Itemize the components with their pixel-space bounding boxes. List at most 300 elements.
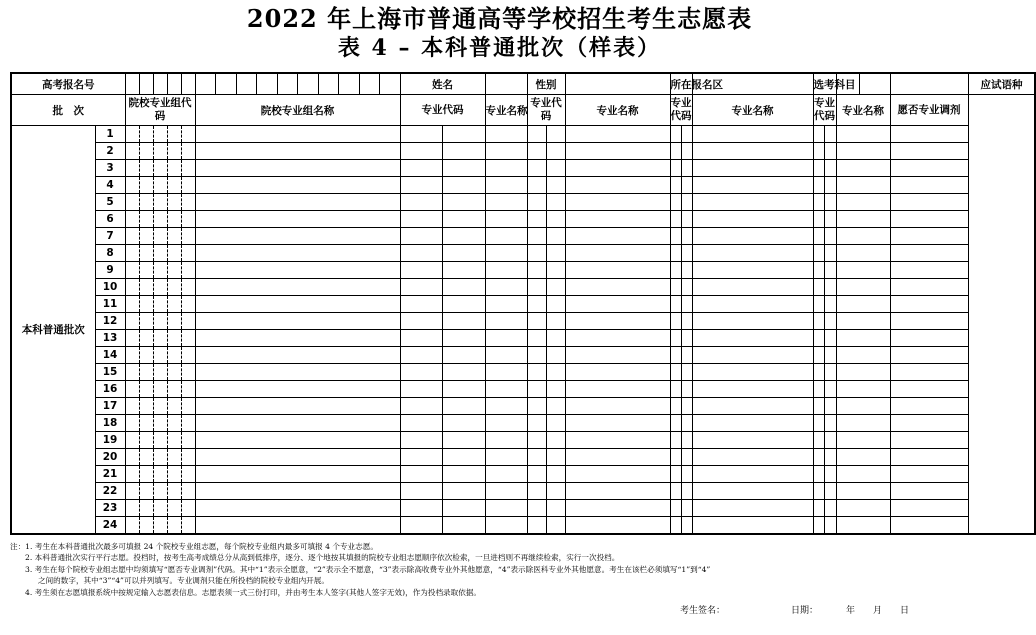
major-name-cell-2[interactable] [565, 415, 670, 432]
group-code-cell[interactable] [153, 432, 167, 449]
major-name-cell-1[interactable] [485, 245, 527, 262]
major-name-cell-3[interactable] [692, 500, 813, 517]
major-code-cell-1[interactable] [400, 228, 485, 245]
major-name-cell-3[interactable] [692, 364, 813, 381]
major-name-cell-4[interactable] [836, 466, 890, 483]
major-code-cell-4[interactable] [813, 228, 836, 245]
adjust-cell[interactable] [890, 381, 968, 398]
group-code-cell[interactable] [167, 245, 181, 262]
major-name-cell-1[interactable] [485, 160, 527, 177]
major-name-cell-2[interactable] [565, 194, 670, 211]
major-name-cell-1[interactable] [485, 347, 527, 364]
group-code-cell[interactable] [125, 126, 139, 143]
group-code-cell[interactable] [139, 364, 153, 381]
major-name-cell-3[interactable] [692, 143, 813, 160]
adjust-cell[interactable] [890, 296, 968, 313]
major-name-cell-1[interactable] [485, 194, 527, 211]
group-code-cell[interactable] [139, 262, 153, 279]
group-code-cell[interactable] [139, 194, 153, 211]
group-name-cell[interactable] [195, 449, 400, 466]
major-code-cell-3[interactable] [670, 364, 692, 381]
group-code-cell[interactable] [139, 415, 153, 432]
major-name-cell-2[interactable] [565, 245, 670, 262]
group-code-cell[interactable] [181, 347, 195, 364]
adjust-cell[interactable] [890, 347, 968, 364]
major-name-cell-4[interactable] [836, 432, 890, 449]
major-name-cell-2[interactable] [565, 313, 670, 330]
major-code-cell-2[interactable] [527, 211, 565, 228]
major-code-cell-3[interactable] [670, 160, 692, 177]
adjust-cell[interactable] [890, 466, 968, 483]
major-code-cell-4[interactable] [813, 415, 836, 432]
major-name-cell-1[interactable] [485, 211, 527, 228]
major-name-cell-2[interactable] [565, 483, 670, 500]
group-code-cell[interactable] [125, 381, 139, 398]
major-code-cell-3[interactable] [670, 262, 692, 279]
subject-field-2[interactable] [859, 73, 890, 95]
group-code-cell[interactable] [167, 398, 181, 415]
major-code-cell-4[interactable] [813, 500, 836, 517]
group-code-cell[interactable] [181, 211, 195, 228]
adjust-cell[interactable] [890, 143, 968, 160]
group-code-cell[interactable] [181, 126, 195, 143]
major-name-cell-4[interactable] [836, 381, 890, 398]
major-code-cell-3[interactable] [670, 483, 692, 500]
group-name-cell[interactable] [195, 143, 400, 160]
group-code-cell[interactable] [125, 466, 139, 483]
major-code-cell-4[interactable] [813, 517, 836, 535]
major-name-cell-2[interactable] [565, 381, 670, 398]
group-code-cell[interactable] [181, 262, 195, 279]
adjust-cell[interactable] [890, 126, 968, 143]
major-code-cell-2[interactable] [527, 415, 565, 432]
major-name-cell-3[interactable] [692, 245, 813, 262]
major-code-cell-4[interactable] [813, 398, 836, 415]
major-name-cell-4[interactable] [836, 364, 890, 381]
major-code-cell-4[interactable] [813, 194, 836, 211]
group-name-cell[interactable] [195, 381, 400, 398]
group-code-cell[interactable] [139, 228, 153, 245]
group-code-cell[interactable] [167, 279, 181, 296]
major-code-cell-4[interactable] [813, 483, 836, 500]
group-code-cell[interactable] [181, 160, 195, 177]
adjust-cell[interactable] [890, 177, 968, 194]
group-code-cell[interactable] [125, 398, 139, 415]
major-code-cell-3[interactable] [670, 330, 692, 347]
major-name-cell-3[interactable] [692, 398, 813, 415]
major-code-cell-3[interactable] [670, 177, 692, 194]
major-name-cell-3[interactable] [692, 449, 813, 466]
exam-number-cell[interactable] [139, 73, 153, 95]
major-code-cell-1[interactable] [400, 415, 485, 432]
group-code-cell[interactable] [125, 228, 139, 245]
group-code-cell[interactable] [167, 211, 181, 228]
group-name-cell[interactable] [195, 262, 400, 279]
major-name-cell-4[interactable] [836, 330, 890, 347]
major-code-cell-1[interactable] [400, 313, 485, 330]
major-code-cell-2[interactable] [527, 143, 565, 160]
group-code-cell[interactable] [167, 466, 181, 483]
major-code-cell-3[interactable] [670, 347, 692, 364]
adjust-cell[interactable] [890, 262, 968, 279]
group-code-cell[interactable] [181, 228, 195, 245]
major-name-cell-4[interactable] [836, 398, 890, 415]
group-code-cell[interactable] [167, 330, 181, 347]
major-name-cell-2[interactable] [565, 177, 670, 194]
major-code-cell-4[interactable] [813, 364, 836, 381]
adjust-cell[interactable] [890, 398, 968, 415]
group-code-cell[interactable] [153, 211, 167, 228]
group-code-cell[interactable] [125, 143, 139, 160]
group-code-cell[interactable] [125, 296, 139, 313]
major-name-cell-4[interactable] [836, 211, 890, 228]
major-name-cell-2[interactable] [565, 398, 670, 415]
group-code-cell[interactable] [181, 279, 195, 296]
group-code-cell[interactable] [125, 177, 139, 194]
major-name-cell-3[interactable] [692, 160, 813, 177]
group-code-cell[interactable] [139, 483, 153, 500]
major-name-cell-1[interactable] [485, 500, 527, 517]
major-name-cell-3[interactable] [692, 466, 813, 483]
major-name-cell-3[interactable] [692, 228, 813, 245]
group-code-cell[interactable] [167, 143, 181, 160]
adjust-cell[interactable] [890, 228, 968, 245]
group-code-cell[interactable] [181, 449, 195, 466]
major-name-cell-3[interactable] [692, 211, 813, 228]
group-code-cell[interactable] [181, 296, 195, 313]
group-code-cell[interactable] [167, 381, 181, 398]
group-name-cell[interactable] [195, 228, 400, 245]
major-name-cell-1[interactable] [485, 126, 527, 143]
major-code-cell-3[interactable] [670, 500, 692, 517]
exam-number-cells[interactable] [195, 73, 400, 95]
major-name-cell-4[interactable] [836, 313, 890, 330]
major-code-cell-4[interactable] [813, 381, 836, 398]
adjust-cell[interactable] [890, 279, 968, 296]
group-name-cell[interactable] [195, 330, 400, 347]
major-code-cell-3[interactable] [670, 279, 692, 296]
name-field[interactable] [485, 73, 527, 95]
major-name-cell-3[interactable] [692, 483, 813, 500]
group-code-cell[interactable] [139, 245, 153, 262]
group-code-cell[interactable] [181, 313, 195, 330]
group-code-cell[interactable] [153, 160, 167, 177]
group-code-cell[interactable] [153, 449, 167, 466]
group-code-cell[interactable] [153, 500, 167, 517]
major-code-cell-3[interactable] [670, 415, 692, 432]
major-code-cell-4[interactable] [813, 432, 836, 449]
major-name-cell-1[interactable] [485, 517, 527, 535]
group-name-cell[interactable] [195, 279, 400, 296]
major-name-cell-2[interactable] [565, 160, 670, 177]
major-name-cell-1[interactable] [485, 143, 527, 160]
major-name-cell-3[interactable] [692, 313, 813, 330]
major-name-cell-3[interactable] [692, 194, 813, 211]
major-code-cell-4[interactable] [813, 347, 836, 364]
group-code-cell[interactable] [139, 143, 153, 160]
group-code-cell[interactable] [153, 245, 167, 262]
major-code-cell-4[interactable] [813, 262, 836, 279]
major-name-cell-4[interactable] [836, 177, 890, 194]
major-code-cell-4[interactable] [813, 296, 836, 313]
group-code-cell[interactable] [139, 296, 153, 313]
group-code-cell[interactable] [181, 330, 195, 347]
major-name-cell-3[interactable] [692, 517, 813, 535]
group-code-cell[interactable] [125, 415, 139, 432]
group-code-cell[interactable] [139, 432, 153, 449]
major-name-cell-2[interactable] [565, 296, 670, 313]
major-code-cell-3[interactable] [670, 228, 692, 245]
major-code-cell-2[interactable] [527, 296, 565, 313]
major-code-cell-1[interactable] [400, 279, 485, 296]
major-name-cell-2[interactable] [565, 211, 670, 228]
group-name-cell[interactable] [195, 160, 400, 177]
group-code-cell[interactable] [153, 279, 167, 296]
major-code-cell-4[interactable] [813, 211, 836, 228]
group-code-cell[interactable] [181, 381, 195, 398]
group-name-cell[interactable] [195, 415, 400, 432]
major-name-cell-1[interactable] [485, 313, 527, 330]
major-code-cell-2[interactable] [527, 279, 565, 296]
major-name-cell-2[interactable] [565, 347, 670, 364]
major-name-cell-2[interactable] [565, 466, 670, 483]
group-code-cell[interactable] [167, 313, 181, 330]
major-name-cell-3[interactable] [692, 279, 813, 296]
major-code-cell-2[interactable] [527, 500, 565, 517]
group-name-cell[interactable] [195, 194, 400, 211]
major-code-cell-3[interactable] [670, 381, 692, 398]
major-code-cell-2[interactable] [527, 228, 565, 245]
group-code-cell[interactable] [167, 432, 181, 449]
group-code-cell[interactable] [167, 364, 181, 381]
major-code-cell-3[interactable] [670, 143, 692, 160]
major-name-cell-2[interactable] [565, 228, 670, 245]
major-code-cell-3[interactable] [670, 398, 692, 415]
group-code-cell[interactable] [153, 296, 167, 313]
major-code-cell-3[interactable] [670, 466, 692, 483]
group-code-cell[interactable] [139, 449, 153, 466]
group-code-cell[interactable] [167, 126, 181, 143]
group-code-cell[interactable] [153, 177, 167, 194]
group-code-cell[interactable] [139, 279, 153, 296]
major-code-cell-1[interactable] [400, 500, 485, 517]
group-code-cell[interactable] [167, 228, 181, 245]
major-code-cell-2[interactable] [527, 381, 565, 398]
group-code-cell[interactable] [125, 347, 139, 364]
major-code-cell-2[interactable] [527, 194, 565, 211]
group-name-cell[interactable] [195, 517, 400, 535]
exam-number-cell[interactable] [181, 73, 195, 95]
group-code-cell[interactable] [167, 262, 181, 279]
major-code-cell-3[interactable] [670, 194, 692, 211]
group-code-cell[interactable] [139, 347, 153, 364]
major-code-cell-1[interactable] [400, 143, 485, 160]
major-code-cell-2[interactable] [527, 177, 565, 194]
major-code-cell-1[interactable] [400, 466, 485, 483]
group-code-cell[interactable] [125, 500, 139, 517]
group-code-cell[interactable] [167, 160, 181, 177]
group-code-cell[interactable] [125, 483, 139, 500]
group-code-cell[interactable] [153, 262, 167, 279]
major-name-cell-4[interactable] [836, 143, 890, 160]
adjust-cell[interactable] [890, 415, 968, 432]
major-code-cell-1[interactable] [400, 296, 485, 313]
major-name-cell-1[interactable] [485, 177, 527, 194]
major-name-cell-2[interactable] [565, 449, 670, 466]
major-code-cell-1[interactable] [400, 483, 485, 500]
group-code-cell[interactable] [125, 262, 139, 279]
group-code-cell[interactable] [125, 211, 139, 228]
major-code-cell-2[interactable] [527, 449, 565, 466]
group-code-cell[interactable] [153, 415, 167, 432]
group-code-cell[interactable] [153, 381, 167, 398]
major-code-cell-4[interactable] [813, 330, 836, 347]
group-code-cell[interactable] [153, 517, 167, 535]
group-code-cell[interactable] [181, 364, 195, 381]
major-code-cell-4[interactable] [813, 143, 836, 160]
major-name-cell-4[interactable] [836, 296, 890, 313]
major-code-cell-3[interactable] [670, 432, 692, 449]
major-code-cell-1[interactable] [400, 177, 485, 194]
major-name-cell-1[interactable] [485, 483, 527, 500]
group-code-cell[interactable] [181, 245, 195, 262]
major-name-cell-1[interactable] [485, 364, 527, 381]
group-code-cell[interactable] [125, 449, 139, 466]
group-code-cell[interactable] [181, 500, 195, 517]
group-code-cell[interactable] [139, 211, 153, 228]
group-code-cell[interactable] [139, 398, 153, 415]
major-code-cell-2[interactable] [527, 160, 565, 177]
adjust-cell[interactable] [890, 194, 968, 211]
group-code-cell[interactable] [139, 500, 153, 517]
adjust-cell[interactable] [890, 364, 968, 381]
major-code-cell-3[interactable] [670, 313, 692, 330]
group-code-cell[interactable] [125, 279, 139, 296]
major-code-cell-2[interactable] [527, 330, 565, 347]
group-code-cell[interactable] [153, 398, 167, 415]
major-name-cell-3[interactable] [692, 347, 813, 364]
adjust-cell[interactable] [890, 330, 968, 347]
group-code-cell[interactable] [181, 194, 195, 211]
group-code-cell[interactable] [153, 347, 167, 364]
group-code-cell[interactable] [167, 296, 181, 313]
major-code-cell-3[interactable] [670, 245, 692, 262]
group-code-cell[interactable] [139, 160, 153, 177]
group-code-cell[interactable] [153, 364, 167, 381]
major-code-cell-1[interactable] [400, 194, 485, 211]
major-name-cell-3[interactable] [692, 330, 813, 347]
major-name-cell-2[interactable] [565, 279, 670, 296]
major-name-cell-1[interactable] [485, 432, 527, 449]
group-code-cell[interactable] [153, 143, 167, 160]
major-code-cell-1[interactable] [400, 449, 485, 466]
group-code-cell[interactable] [139, 126, 153, 143]
major-name-cell-4[interactable] [836, 415, 890, 432]
group-code-cell[interactable] [125, 517, 139, 535]
group-code-cell[interactable] [153, 483, 167, 500]
major-code-cell-2[interactable] [527, 517, 565, 535]
group-code-cell[interactable] [181, 143, 195, 160]
major-name-cell-2[interactable] [565, 143, 670, 160]
major-name-cell-1[interactable] [485, 415, 527, 432]
major-name-cell-4[interactable] [836, 483, 890, 500]
major-name-cell-1[interactable] [485, 381, 527, 398]
major-name-cell-1[interactable] [485, 228, 527, 245]
group-name-cell[interactable] [195, 296, 400, 313]
group-code-cell[interactable] [125, 245, 139, 262]
major-name-cell-4[interactable] [836, 245, 890, 262]
major-name-cell-2[interactable] [565, 330, 670, 347]
major-name-cell-4[interactable] [836, 228, 890, 245]
group-name-cell[interactable] [195, 364, 400, 381]
group-name-cell[interactable] [195, 398, 400, 415]
major-code-cell-1[interactable] [400, 398, 485, 415]
group-name-cell[interactable] [195, 211, 400, 228]
exam-number-cell[interactable] [125, 73, 139, 95]
group-code-cell[interactable] [181, 398, 195, 415]
adjust-cell[interactable] [890, 432, 968, 449]
major-code-cell-3[interactable] [670, 296, 692, 313]
major-name-cell-1[interactable] [485, 466, 527, 483]
major-name-cell-4[interactable] [836, 449, 890, 466]
major-code-cell-3[interactable] [670, 449, 692, 466]
major-code-cell-2[interactable] [527, 245, 565, 262]
major-name-cell-4[interactable] [836, 194, 890, 211]
major-name-cell-3[interactable] [692, 126, 813, 143]
major-code-cell-3[interactable] [670, 517, 692, 535]
major-name-cell-4[interactable] [836, 500, 890, 517]
major-code-cell-1[interactable] [400, 347, 485, 364]
group-code-cell[interactable] [139, 313, 153, 330]
major-name-cell-2[interactable] [565, 262, 670, 279]
group-code-cell[interactable] [125, 364, 139, 381]
major-name-cell-4[interactable] [836, 279, 890, 296]
adjust-cell[interactable] [890, 500, 968, 517]
adjust-cell[interactable] [890, 160, 968, 177]
major-name-cell-2[interactable] [565, 126, 670, 143]
major-name-cell-1[interactable] [485, 398, 527, 415]
major-code-cell-1[interactable] [400, 262, 485, 279]
major-name-cell-3[interactable] [692, 432, 813, 449]
group-code-cell[interactable] [167, 177, 181, 194]
gender-field[interactable] [565, 73, 670, 95]
major-code-cell-1[interactable] [400, 245, 485, 262]
major-name-cell-1[interactable] [485, 449, 527, 466]
group-name-cell[interactable] [195, 432, 400, 449]
major-code-cell-1[interactable] [400, 381, 485, 398]
major-name-cell-1[interactable] [485, 262, 527, 279]
major-code-cell-2[interactable] [527, 126, 565, 143]
group-name-cell[interactable] [195, 347, 400, 364]
major-code-cell-4[interactable] [813, 177, 836, 194]
group-name-cell[interactable] [195, 126, 400, 143]
group-code-cell[interactable] [153, 194, 167, 211]
major-name-cell-2[interactable] [565, 500, 670, 517]
major-code-cell-1[interactable] [400, 160, 485, 177]
adjust-cell[interactable] [890, 313, 968, 330]
major-code-cell-4[interactable] [813, 126, 836, 143]
major-name-cell-3[interactable] [692, 381, 813, 398]
major-code-cell-2[interactable] [527, 432, 565, 449]
major-code-cell-1[interactable] [400, 517, 485, 535]
exam-number-cell[interactable] [167, 73, 181, 95]
major-code-cell-1[interactable] [400, 126, 485, 143]
group-code-cell[interactable] [167, 500, 181, 517]
major-code-cell-2[interactable] [527, 364, 565, 381]
adjust-cell[interactable] [890, 483, 968, 500]
group-code-cell[interactable] [181, 517, 195, 535]
group-name-cell[interactable] [195, 177, 400, 194]
